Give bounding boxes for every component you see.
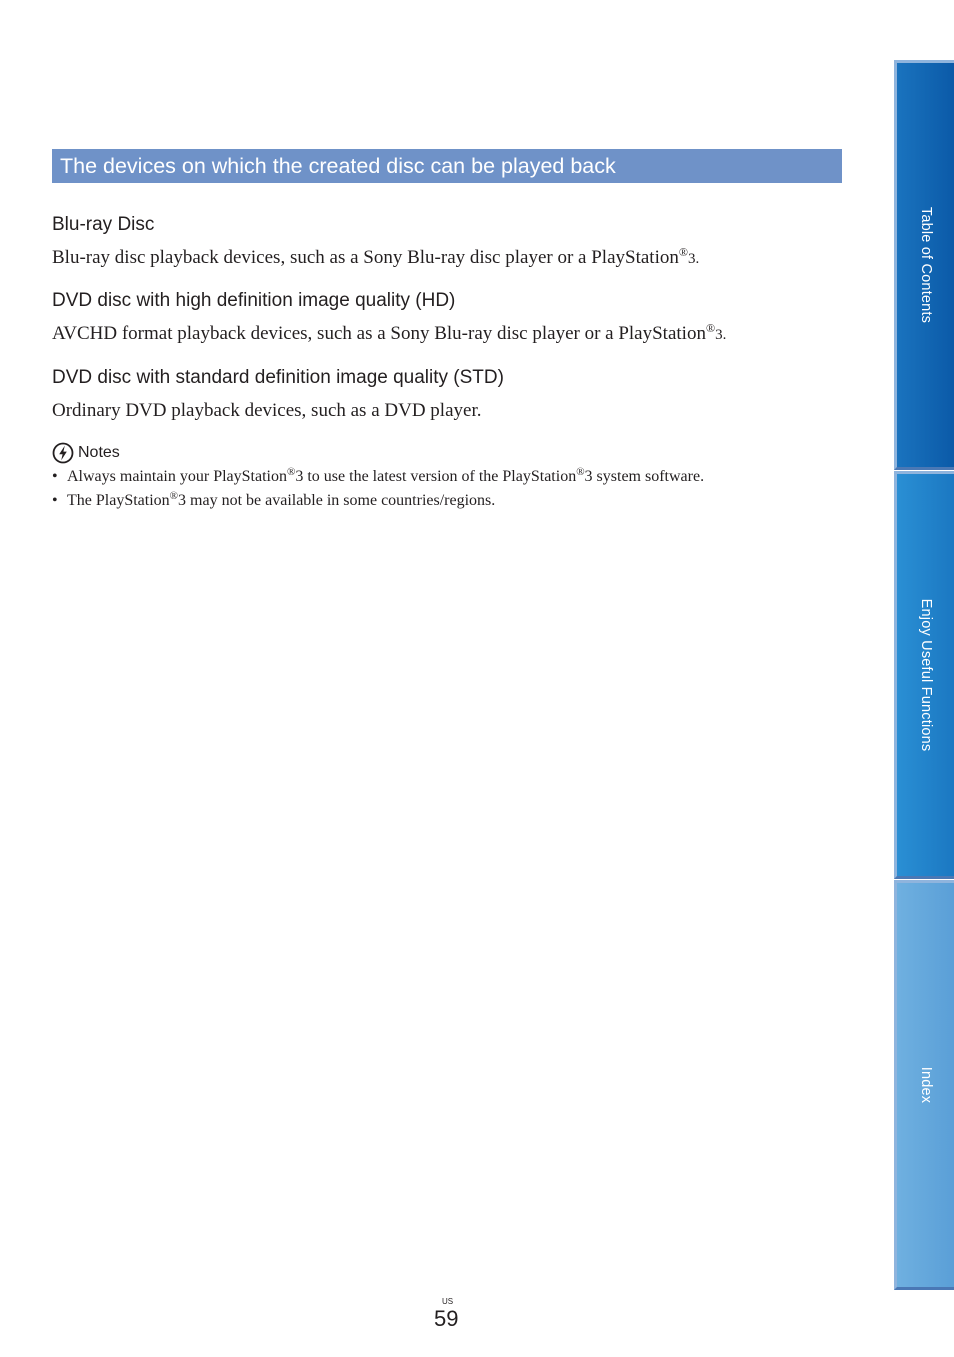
notes-icon: [52, 442, 74, 464]
text-blu-ray-main: Blu-ray disc playback devices, such as a Sony Blu-ray disc player or a PlayStation: [52, 247, 679, 268]
note-1-part-2: 3 to use the latest version of the PlayStation: [295, 468, 577, 485]
tab-index[interactable]: [894, 880, 954, 1290]
note-1-part-3: 3 system software.: [584, 468, 705, 485]
bullet: •: [52, 468, 58, 485]
heading-dvd-hd: DVD disc with high definition image quality (HD): [52, 290, 456, 311]
note-item-1: [52, 468, 704, 486]
note-item-2: [52, 492, 495, 510]
text-dvd-hd-suffix: 3.: [715, 327, 727, 343]
registered-mark: ®: [286, 466, 296, 478]
section-title-bar: [52, 149, 842, 183]
section-title: The devices on which the created disc can be played back: [60, 154, 616, 178]
heading-blu-ray: Blu-ray Disc: [52, 214, 155, 235]
notes-header: [52, 441, 120, 465]
note-2-part-1: The PlayStation: [67, 492, 170, 509]
registered-mark: ®: [169, 490, 179, 502]
registered-mark: ®: [678, 245, 688, 259]
tab-table-of-contents-label: Table of Contents: [917, 206, 934, 324]
heading-dvd-std: DVD disc with standard definition image quality (STD): [52, 367, 504, 388]
page-region-code: US: [442, 1297, 454, 1306]
tab-table-of-contents[interactable]: [894, 60, 954, 470]
tab-index-label: Index: [917, 1066, 934, 1104]
tab-enjoy-useful-functions-label: Enjoy Useful Functions: [917, 598, 934, 752]
text-blu-ray-suffix: 3.: [687, 251, 700, 267]
page-number: 59: [434, 1306, 459, 1331]
text-blu-ray: [52, 247, 699, 269]
registered-mark: ®: [705, 321, 716, 335]
notes-title: Notes: [78, 444, 120, 461]
registered-mark: ®: [576, 466, 585, 478]
text-dvd-hd: [52, 323, 726, 345]
bullet: •: [52, 492, 58, 509]
note-1-part-1: Always maintain your PlayStation: [67, 468, 287, 485]
text-dvd-hd-main: AVCHD format playback devices, such as a Sony Blu-ray disc player or a PlayStation: [52, 323, 706, 344]
note-2-part-2: 3 may not be available in some countries/regions.: [178, 492, 496, 509]
text-dvd-std: Ordinary DVD playback devices, such as a DVD player.: [52, 400, 482, 421]
tab-enjoy-useful-functions[interactable]: [894, 471, 954, 879]
